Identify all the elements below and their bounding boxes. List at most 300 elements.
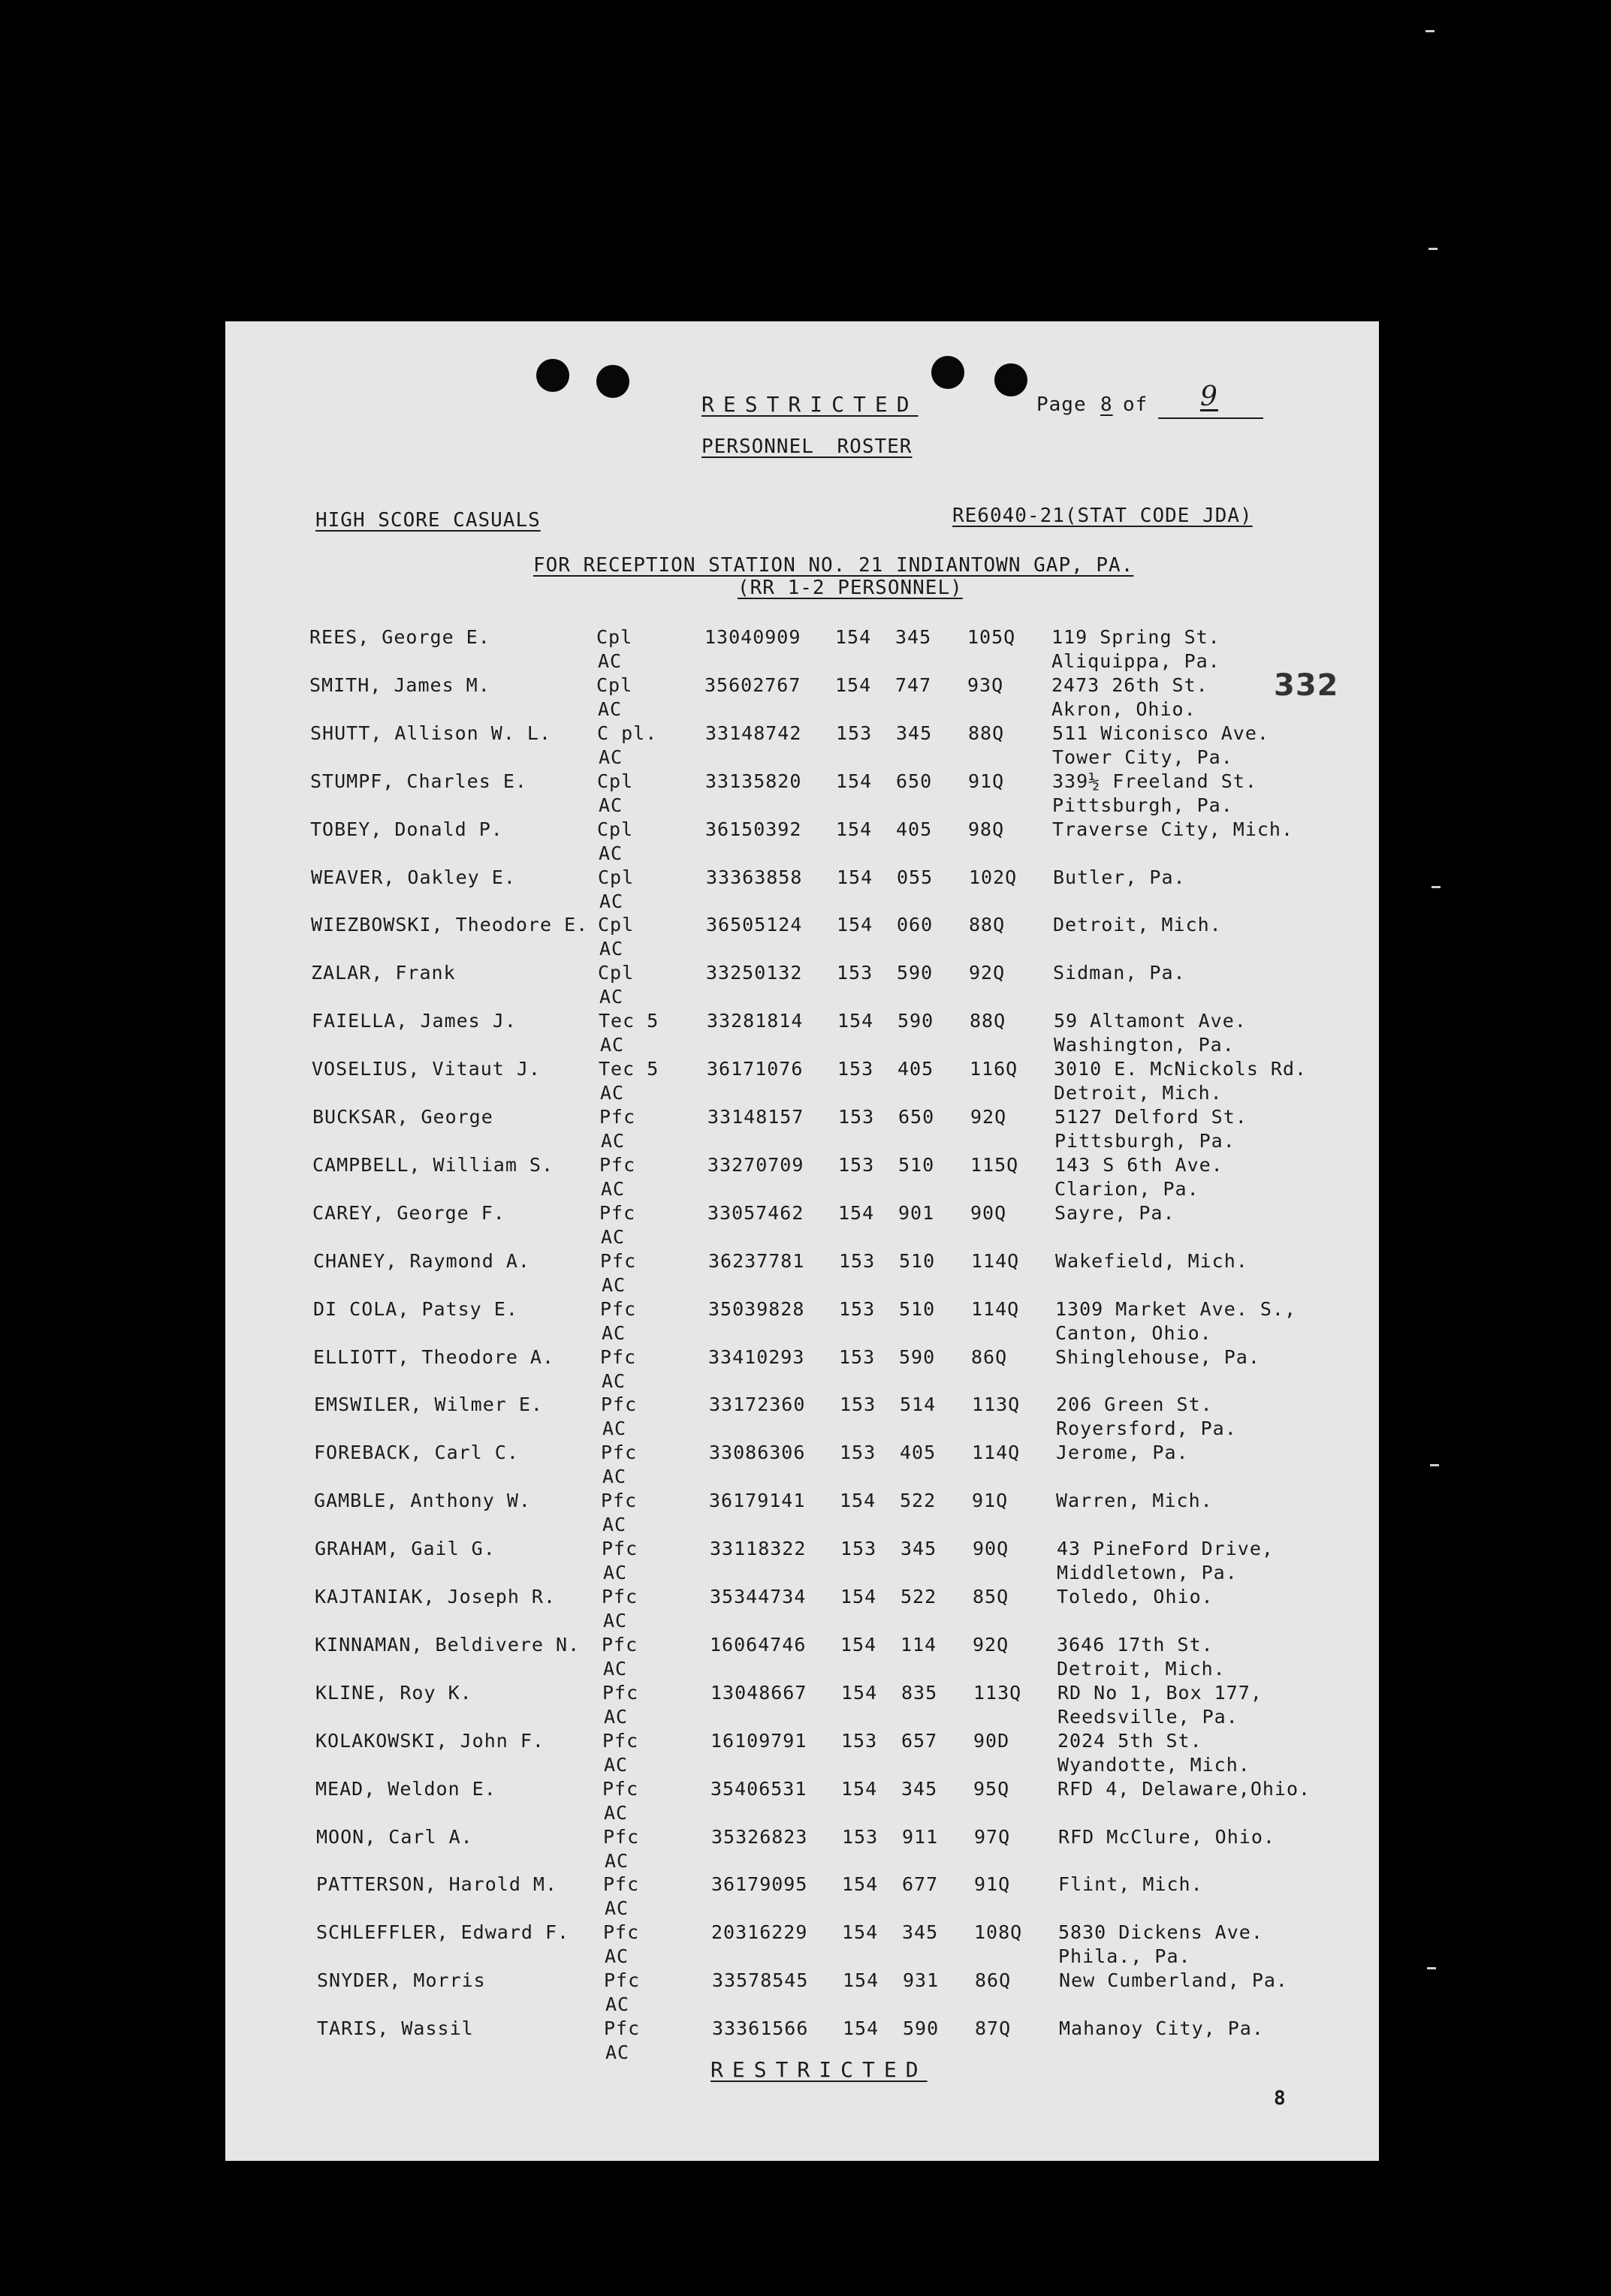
address-line-1: 2473 26th St. (1051, 673, 1208, 696)
branch: AC (602, 1418, 627, 1440)
serial-number: 36171076 (707, 1058, 804, 1080)
address-line-1: Flint, Mich. (1058, 1873, 1203, 1896)
code-2: 522 (901, 1586, 937, 1608)
code-1: 153 (840, 1538, 877, 1560)
soldier-name: MEAD, Weldon E. (315, 1777, 496, 1800)
score: 115Q (970, 1153, 1019, 1176)
roster-row (225, 962, 1379, 1010)
roster-row (225, 1202, 1379, 1250)
code-1: 153 (839, 1345, 876, 1368)
branch: AC (605, 1897, 629, 1920)
roster-row (225, 1154, 1379, 1202)
roster-row (225, 1873, 1379, 1921)
code-1: 154 (843, 1969, 879, 1992)
rank: Pfc (600, 1345, 637, 1368)
address-line-1: RFD 4, Delaware,Ohio. (1057, 1777, 1311, 1800)
rank: Pfc (600, 1249, 637, 1272)
address-line-1: Jerome, Pa. (1056, 1442, 1189, 1464)
score: 90D (973, 1729, 1010, 1752)
code-2: 114 (901, 1633, 937, 1656)
address-line-2: Royersford, Pa. (1056, 1418, 1237, 1440)
code-2: 835 (901, 1681, 938, 1704)
score: 114Q (971, 1297, 1020, 1320)
code-1: 153 (841, 1729, 878, 1752)
rank: Pfc (602, 1777, 639, 1800)
rank: Pfc (602, 1633, 638, 1656)
code-2: 055 (897, 866, 934, 888)
code-1: 154 (835, 626, 872, 648)
score: 91Q (974, 1873, 1011, 1896)
serial-number: 33578545 (712, 1969, 809, 1992)
code-2: 510 (898, 1153, 935, 1176)
rank: Cpl (598, 962, 635, 984)
address-line-1: Sayre, Pa. (1054, 1201, 1175, 1224)
code-2: 911 (902, 1825, 939, 1848)
page-label: Page (1036, 393, 1087, 416)
soldier-name: PATTERSON, Harold M. (316, 1873, 558, 1896)
serial-number: 36150392 (705, 818, 802, 840)
rank: Pfc (599, 1153, 636, 1176)
address-line-1: Traverse City, Mich. (1052, 818, 1294, 840)
soldier-name: KINNAMAN, Beldivere N. (315, 1633, 581, 1656)
score: 102Q (969, 866, 1018, 888)
address-line-1: Toledo, Ohio. (1057, 1586, 1214, 1608)
branch: AC (599, 938, 624, 960)
rank: Cpl (597, 770, 634, 792)
code-2: 345 (896, 722, 933, 744)
branch: AC (602, 1369, 626, 1392)
branch: AC (605, 1945, 629, 1968)
code-1: 154 (837, 866, 873, 888)
code-1: 153 (838, 1153, 875, 1176)
code-1: 154 (842, 1921, 879, 1944)
code-2: 590 (903, 2017, 940, 2040)
serial-number: 33363858 (706, 866, 803, 888)
soldier-name: EMSWILER, Wilmer E. (314, 1394, 543, 1416)
address-line-1: 43 PineFord Drive, (1057, 1538, 1274, 1560)
serial-number: 16109791 (710, 1729, 807, 1752)
rank: Cpl (598, 866, 635, 888)
soldier-name: VOSELIUS, Vitaut J. (312, 1058, 541, 1080)
branch: AC (602, 1514, 627, 1536)
rank: Pfc (604, 2017, 641, 2040)
code-1: 153 (836, 722, 873, 744)
rank: Cpl (596, 626, 633, 648)
serial-number: 33270709 (707, 1153, 804, 1176)
code-1: 154 (835, 673, 872, 696)
address-line-1: 3646 17th St. (1057, 1633, 1214, 1656)
code-1: 154 (841, 1777, 878, 1800)
rank: Pfc (602, 1538, 638, 1560)
score: 90Q (970, 1201, 1007, 1224)
roster-row (225, 1298, 1379, 1346)
score: 88Q (968, 722, 1005, 744)
serial-number: 36237781 (708, 1249, 805, 1272)
serial-number: 36179141 (709, 1490, 806, 1512)
address-line-1: Shinglehouse, Pa. (1055, 1345, 1260, 1368)
score: 92Q (973, 1633, 1009, 1656)
code-1: 154 (841, 1681, 878, 1704)
soldier-name: BUCKSAR, George (312, 1106, 493, 1128)
soldier-name: TOBEY, Donald P. (310, 818, 503, 840)
rank: Pfc (602, 1586, 638, 1608)
score: 86Q (971, 1345, 1008, 1368)
score: 88Q (969, 914, 1006, 936)
soldier-name: FOREBACK, Carl C. (314, 1442, 519, 1464)
code-1: 154 (840, 1633, 877, 1656)
roster-row (225, 1778, 1379, 1826)
code-2: 650 (898, 1106, 935, 1128)
soldier-name: WIEZBOWSKI, Theodore E. (311, 914, 589, 936)
score: 85Q (973, 1586, 1009, 1608)
rank: Tec 5 (599, 1010, 659, 1032)
soldier-name: KOLAKOWSKI, John F. (315, 1729, 545, 1752)
score: 93Q (967, 673, 1004, 696)
rank: Pfc (604, 1969, 641, 1992)
rank: Pfc (602, 1729, 639, 1752)
roster-row (225, 1250, 1379, 1298)
code-1: 153 (837, 962, 873, 984)
branch: AC (601, 1177, 626, 1200)
soldier-name: MOON, Carl A. (316, 1825, 473, 1848)
rank: Pfc (601, 1394, 638, 1416)
code-2: 657 (901, 1729, 938, 1752)
address-line-1: 119 Spring St. (1051, 626, 1220, 648)
roster-row (225, 1010, 1379, 1058)
stat-code: RE6040-21(STAT CODE JDA) (952, 505, 1253, 527)
roster-row (225, 1826, 1379, 1874)
roster-row (225, 1538, 1379, 1586)
score: 90Q (973, 1538, 1009, 1560)
score: 113Q (972, 1394, 1021, 1416)
soldier-name: TARIS, Wassil (317, 2017, 474, 2040)
score: 116Q (970, 1058, 1018, 1080)
branch: AC (605, 2041, 630, 2064)
rank: Pfc (599, 1201, 636, 1224)
address-line-1: 5830 Dickens Ave. (1058, 1921, 1263, 1944)
address-line-1: 3010 E. McNickols Rd. (1054, 1058, 1308, 1080)
roster-row (225, 770, 1379, 818)
branch: AC (602, 1321, 626, 1344)
branch: AC (599, 746, 623, 768)
roster-row (225, 674, 1379, 722)
restricted-footer: RESTRICTED (710, 2057, 928, 2082)
station-subline: (RR 1-2 PERSONNEL) (738, 577, 963, 599)
address-line-2: Clarion, Pa. (1054, 1177, 1199, 1200)
address-line-2: Detroit, Mich. (1054, 1082, 1223, 1104)
soldier-name: DI COLA, Patsy E. (313, 1297, 518, 1320)
score: 91Q (968, 770, 1005, 792)
rank: Pfc (603, 1825, 640, 1848)
address-line-2: Middletown, Pa. (1057, 1562, 1238, 1584)
address-line-1: 2024 5th St. (1057, 1729, 1202, 1752)
branch: AC (601, 1130, 626, 1152)
address-line-2: Wyandotte, Mich. (1057, 1753, 1250, 1776)
code-1: 154 (837, 1010, 874, 1032)
code-2: 590 (897, 962, 934, 984)
branch: AC (604, 1705, 629, 1728)
address-line-1: 206 Green St. (1056, 1394, 1213, 1416)
branch: AC (599, 842, 623, 864)
code-1: 153 (839, 1249, 876, 1272)
branch: AC (603, 1657, 628, 1680)
serial-number: 16064746 (710, 1633, 807, 1656)
serial-number: 33361566 (712, 2017, 809, 2040)
serial-number: 13040909 (704, 626, 801, 648)
rank: Pfc (602, 1681, 639, 1704)
roster-row (225, 1442, 1379, 1490)
punch-hole (931, 356, 964, 389)
code-2: 747 (895, 673, 932, 696)
serial-number: 33086306 (709, 1442, 806, 1464)
rank: Pfc (601, 1442, 638, 1464)
punch-hole (596, 365, 629, 398)
rank: Pfc (600, 1297, 637, 1320)
address-line-1: Mahanoy City, Pa. (1059, 2017, 1264, 2040)
score: 95Q (973, 1777, 1010, 1800)
address-line-2: Akron, Ohio. (1051, 698, 1196, 720)
score: 92Q (970, 1106, 1007, 1128)
code-1: 153 (840, 1442, 876, 1464)
soldier-name: FAIELLA, James J. (312, 1010, 517, 1032)
code-1: 153 (837, 1058, 874, 1080)
code-1: 153 (840, 1394, 876, 1416)
code-1: 154 (837, 914, 873, 936)
score: 97Q (974, 1825, 1011, 1848)
roster-row (225, 866, 1379, 914)
page-total-underline (1158, 417, 1263, 419)
punch-hole (994, 363, 1027, 396)
roster-row (225, 1730, 1379, 1778)
branch: AC (604, 1801, 629, 1824)
serial-number: 35039828 (708, 1297, 805, 1320)
roster-row (225, 1682, 1379, 1730)
roster-row (225, 722, 1379, 770)
serial-number: 33172360 (709, 1394, 806, 1416)
address-line-2: Canton, Ohio. (1055, 1321, 1212, 1344)
rank: Pfc (603, 1921, 640, 1944)
code-1: 153 (838, 1106, 875, 1128)
branch: AC (603, 1562, 628, 1584)
address-line-1: 143 S 6th Ave. (1054, 1153, 1223, 1176)
address-line-1: New Cumberland, Pa. (1059, 1969, 1288, 1992)
soldier-name: SMITH, James M. (309, 673, 490, 696)
address-line-1: Wakefield, Mich. (1055, 1249, 1248, 1272)
serial-number: 33057462 (707, 1201, 804, 1224)
serial-number: 33281814 (707, 1010, 804, 1032)
code-2: 405 (898, 1058, 934, 1080)
address-line-2: Aliquippa, Pa. (1051, 650, 1220, 672)
score: 98Q (968, 818, 1005, 840)
code-2: 510 (899, 1297, 936, 1320)
score: 88Q (970, 1010, 1006, 1032)
rank: Cpl (597, 818, 634, 840)
page-total: 9 (1200, 381, 1218, 412)
document-page (225, 321, 1379, 2161)
code-2: 345 (901, 1777, 938, 1800)
roster-row (225, 1058, 1379, 1106)
branch: AC (601, 1225, 626, 1248)
code-2: 405 (900, 1442, 937, 1464)
code-2: 901 (898, 1201, 935, 1224)
code-2: 510 (899, 1249, 936, 1272)
rank: Cpl (598, 914, 635, 936)
soldier-name: GRAHAM, Gail G. (315, 1538, 496, 1560)
branch: AC (603, 1610, 628, 1632)
roster-row (225, 1106, 1379, 1154)
code-2: 405 (896, 818, 933, 840)
code-2: 650 (896, 770, 933, 792)
branch: AC (599, 794, 623, 816)
rank: Tec 5 (599, 1058, 659, 1080)
code-2: 931 (903, 1969, 940, 1992)
score: 105Q (967, 626, 1016, 648)
serial-number: 33148157 (707, 1106, 804, 1128)
serial-number: 33148742 (705, 722, 802, 744)
sheet-mark: 8 (1274, 2087, 1287, 2110)
code-2: 514 (900, 1394, 937, 1416)
roster-row (225, 626, 1379, 674)
serial-number: 35326823 (711, 1825, 808, 1848)
branch: AC (602, 1273, 626, 1296)
address-line-1: 5127 Delford St. (1054, 1106, 1247, 1128)
address-line-1: 1309 Market Ave. S., (1055, 1297, 1297, 1320)
branch: AC (599, 890, 624, 912)
station-line: FOR RECEPTION STATION NO. 21 INDIANTOWN GAP, PA. (533, 554, 1134, 577)
serial-number: 33250132 (706, 962, 803, 984)
score: 114Q (971, 1249, 1020, 1272)
branch: AC (605, 1993, 630, 2016)
soldier-name: GAMBLE, Anthony W. (314, 1490, 531, 1512)
address-line-2: Washington, Pa. (1054, 1034, 1235, 1056)
address-line-1: RFD McClure, Ohio. (1058, 1825, 1275, 1848)
code-1: 154 (838, 1201, 875, 1224)
soldier-name: REES, George E. (309, 626, 490, 648)
soldier-name: CAREY, George F. (312, 1201, 505, 1224)
serial-number: 36179095 (711, 1873, 808, 1896)
soldier-name: STUMPF, Charles E. (310, 770, 527, 792)
roster-row (225, 1586, 1379, 1634)
soldier-name: SNYDER, Morris (317, 1969, 486, 1992)
address-line-2: Pittsburgh, Pa. (1052, 794, 1233, 816)
code-1: 154 (836, 818, 873, 840)
soldier-name: SHUTT, Allison W. L. (310, 722, 552, 744)
address-line-1: 339½ Freeland St. (1052, 770, 1257, 792)
code-1: 154 (836, 770, 873, 792)
branch: AC (600, 1082, 625, 1104)
serial-number: 33410293 (708, 1345, 805, 1368)
branch: AC (599, 986, 624, 1008)
code-1: 153 (839, 1297, 876, 1320)
branch: AC (604, 1753, 629, 1776)
score: 87Q (975, 2017, 1012, 2040)
branch: AC (600, 1034, 625, 1056)
address-line-1: Detroit, Mich. (1053, 914, 1222, 936)
address-line-1: Butler, Pa. (1053, 866, 1186, 888)
code-2: 060 (897, 914, 934, 936)
score: 108Q (974, 1921, 1023, 1944)
code-2: 345 (902, 1921, 939, 1944)
rank: Cpl (596, 673, 633, 696)
soldier-name: ZALAR, Frank (311, 962, 456, 984)
roster-row (225, 1394, 1379, 1442)
serial-number: 33135820 (705, 770, 802, 792)
code-2: 345 (901, 1538, 937, 1560)
roster-row (225, 1490, 1379, 1538)
address-line-1: Sidman, Pa. (1053, 962, 1186, 984)
branch: AC (598, 698, 623, 720)
serial-number: 20316229 (711, 1921, 808, 1944)
code-2: 590 (899, 1345, 936, 1368)
serial-number: 13048667 (710, 1681, 807, 1704)
score: 114Q (972, 1442, 1021, 1464)
group-label: HIGH SCORE CASUALS (315, 509, 541, 532)
soldier-name: KLINE, Roy K. (315, 1681, 472, 1704)
roster-row (225, 914, 1379, 962)
branch: AC (605, 1849, 629, 1872)
of-label: of (1123, 393, 1148, 416)
code-1: 154 (840, 1586, 877, 1608)
soldier-name: ELLIOTT, Theodore A. (313, 1345, 555, 1368)
branch: AC (602, 1466, 627, 1488)
roster-title: PERSONNEL ROSTER (701, 435, 913, 458)
branch: AC (598, 650, 623, 672)
score: 92Q (969, 962, 1006, 984)
restricted-header: RESTRICTED (701, 392, 919, 417)
punch-hole (536, 359, 569, 392)
address-line-1: 59 Altamont Ave. (1054, 1010, 1247, 1032)
code-1: 153 (842, 1825, 879, 1848)
serial-number: 35406531 (710, 1777, 807, 1800)
soldier-name: WEAVER, Oakley E. (311, 866, 516, 888)
code-1: 154 (842, 1873, 879, 1896)
address-line-2: Phila., Pa. (1058, 1945, 1191, 1968)
rank: Pfc (603, 1873, 640, 1896)
serial-number: 35602767 (704, 673, 801, 696)
code-2: 345 (895, 626, 932, 648)
score: 86Q (975, 1969, 1012, 1992)
roster-row (225, 1969, 1379, 2017)
stamp-number: 332 (1274, 668, 1339, 703)
roster-row (225, 1921, 1379, 1969)
roster-row (225, 818, 1379, 866)
code-1: 154 (843, 2017, 879, 2040)
score: 91Q (972, 1490, 1009, 1512)
address-line-2: Pittsburgh, Pa. (1054, 1130, 1235, 1152)
rank: C pl. (597, 722, 658, 744)
soldier-name: CHANEY, Raymond A. (313, 1249, 530, 1272)
address-line-2: Reedsville, Pa. (1057, 1705, 1238, 1728)
code-2: 522 (900, 1490, 937, 1512)
code-2: 590 (898, 1010, 934, 1032)
serial-number: 36505124 (706, 914, 803, 936)
code-2: 677 (902, 1873, 939, 1896)
serial-number: 35344734 (710, 1586, 807, 1608)
soldier-name: KAJTANIAK, Joseph R. (315, 1586, 557, 1608)
soldier-name: SCHLEFFLER, Edward F. (316, 1921, 570, 1944)
page-number: 8 (1100, 393, 1113, 416)
roster-row (225, 1634, 1379, 1682)
score: 113Q (973, 1681, 1022, 1704)
rank: Pfc (599, 1106, 636, 1128)
code-1: 154 (840, 1490, 876, 1512)
address-line-1: RD No 1, Box 177, (1057, 1681, 1263, 1704)
address-line-1: 511 Wiconisco Ave. (1052, 722, 1269, 744)
address-line-1: Warren, Mich. (1056, 1490, 1213, 1512)
soldier-name: CAMPBELL, William S. (312, 1153, 554, 1176)
serial-number: 33118322 (710, 1538, 807, 1560)
address-line-2: Tower City, Pa. (1052, 746, 1233, 768)
